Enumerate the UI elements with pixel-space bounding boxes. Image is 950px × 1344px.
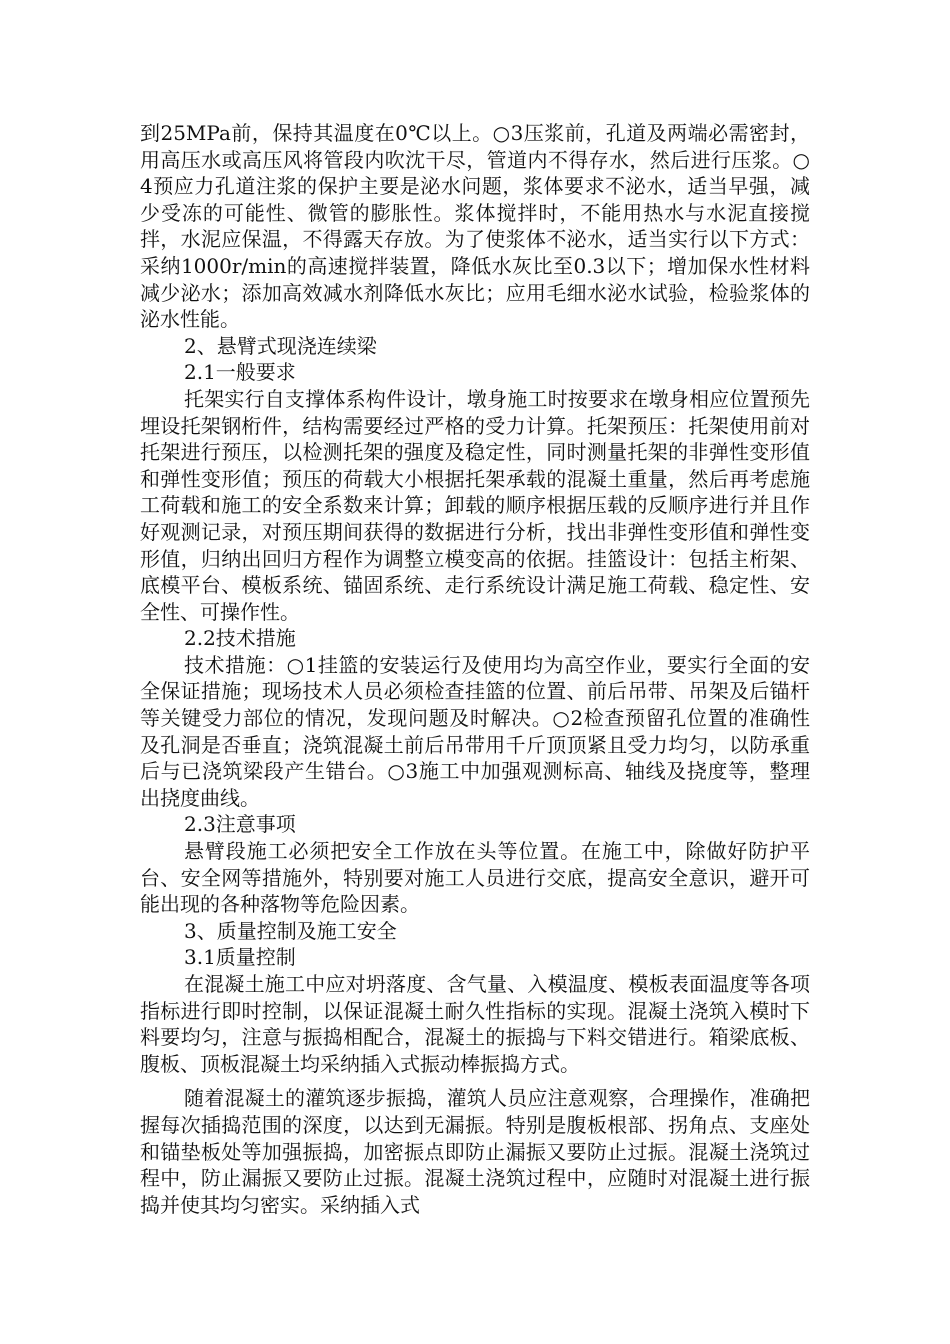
paragraph-continuation: 到25MPa前，保持其温度在0℃以上。○3压浆前，孔道及两端必需密封，用高压水或高压风将管段内吹沈干尽，管道内不得存水，然后进行压浆。○4预应力孔道注浆的保护主要是泌水问题，浆体要求不泌水，适当早强，减少受冻的可能性、微管的膨胀性。浆体搅拌时，不能用热水与水泥直接搅拌，水泥应保温，不得露天存放。为了使浆体不泌水，适当实行以下方式：采纳1000r/min的高速搅拌装置，降低水灰比至0.3以下；增加保水性材料减少泌水；添加高效减水剂降低水灰比；应用毛细水泌水试验，检验浆体的泌水性能。 [140,121,810,332]
section-heading: 2、悬臂式现浇连续梁 [184,333,377,358]
section-heading: 3、质量控制及施工安全 [184,918,397,943]
paragraph: 悬臂段施工必须把安全工作放在头等位置。在施工中，除做好防护平台、安全网等措施外，特别要对施工人员进行交底，提高安全意识，避开可能出现的各种落物等危险因素。 [140,839,810,917]
subsection-heading: 2.3注意事项 [184,812,296,837]
paragraph: 技术措施：○1挂篮的安装运行及使用均为高空作业，要实行全面的安全保证措施；现场技术人员必须检查挂篮的位置、前后吊带、吊架及后锚杆等关键受力部位的情况，发现问题及时解决。○2检查预留孔位置的准确性及孔洞是否垂直；浇筑混凝土前后吊带用千斤顶顶紧且受力均匀，以防承重后与已浇筑梁段产生错台。○3施工中加强观测标高、轴线及挠度等，整理出挠度曲线。 [140,652,810,810]
subsection-heading: 2.1一般要求 [184,360,296,385]
subsection-heading: 2.2技术措施 [184,626,296,651]
paragraph: 随着混凝土的灌筑逐步振捣，灌筑人员应注意观察，合理操作，准确把握每次插捣范围的深度，以达到无漏振。特别是腹板根部、拐角点、支座处和锚垫板处等加强振捣，加密振点即防止漏振又要防止过振。混凝土浇筑过程中，防止漏振又要防止过振。混凝土浇筑过程中，应随时对混凝土进行振捣并使其均匀密实。采纳插入式 [140,1086,810,1217]
subsection-heading: 3.1质量控制 [184,945,296,970]
paragraph: 在混凝土施工中应对坍落度、含气量、入模温度、模板表面温度等各项指标进行即时控制，以保证混凝土耐久性指标的实现。混凝土浇筑入模时下料要均匀，注意与振捣相配合，混凝土的振捣与下料交错进行。箱梁底板、腹板、顶板混凝土均采纳插入式振动棒振捣方式。 [140,972,810,1076]
paragraph: 托架实行自支撑体系构件设计，墩身施工时按要求在墩身相应位置预先埋设托架钢桁件，结构需要经过严格的受力计算。托架预压：托架使用前对托架进行预压，以检测托架的强度及稳定性，同时测量托架的非弹性变形值和弹性变形值；预压的荷载大小根据托架承载的混凝土重量，然后再考虑施工荷载和施工的安全系数来计算；卸载的顺序根据压载的反顺序进行并且作好观测记录，对预压期间获得的数据进行分析，找出非弹性变形值和弹性变形值，归纳出回归方程作为调整立模变高的依据。挂篮设计：包括主桁架、底模平台、模板系统、锚固系统、走行系统设计满足施工荷载、稳定性、安全性、可操作性。 [140,386,810,624]
